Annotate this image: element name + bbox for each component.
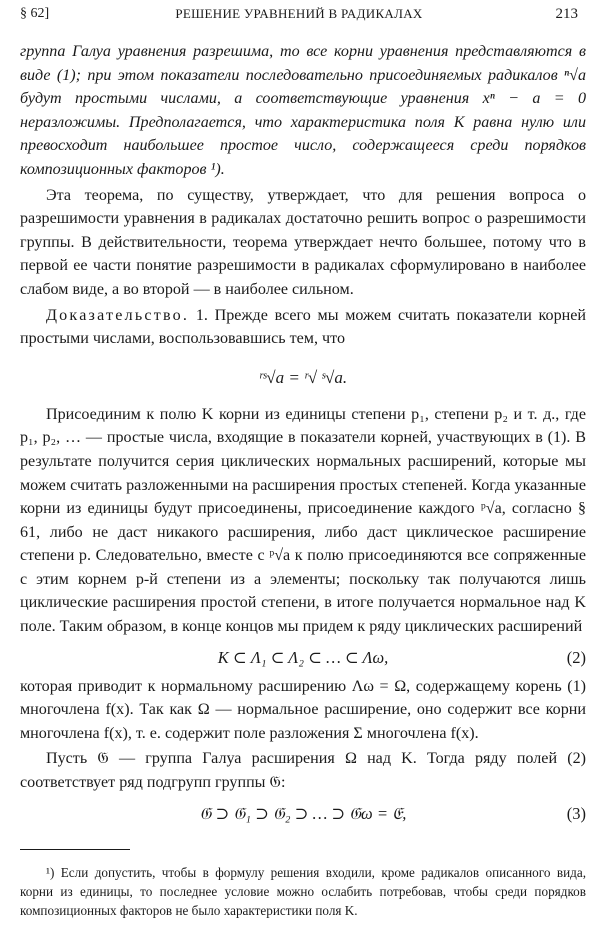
chapter-title: РЕШЕНИЕ УРАВНЕНИЙ В РАДИКАЛАХ [175,6,423,21]
normal-extension-paragraph: которая приводит к нормальному расширению Λω = Ω, содержащему корень (1) многочлена f(x). Так как Ω — нормальное расширение, оно содержит все корни многочлена f(x), т. е. содержит поле разложения Σ многочлена f(x). [20,677,586,742]
proof-paragraph [20,304,586,351]
subgroup-chain: 𝔊 ⊃ 𝔊₁ ⊃ 𝔊₂ ⊃ … ⊃ 𝔊ω = 𝔈, [199,803,407,823]
theorem-continuation: группа Галуа уравнения разрешима, то все корни уравнения представляются в виде (1); при этом показатели последовательно присоединяемых радикалов ⁿ√a будут простыми числами, а соответствующие уравнения xⁿ − a = 0 неразложимы. Предполагается, что характеристика поля K равна нулю или превосходит наибольшее простое число, содержащееся среди порядков композиционных факторов ¹). [20,43,586,178]
equation-2 [20,641,586,675]
galois-paragraph: Пусть 𝔊 — группа Галуа расширения Ω над K. Тогда ряду полей (2) соответствует ряд подгрупп группы 𝔊: [20,750,586,792]
equation-2-number: (2) [566,647,586,667]
page-number: 213 [555,6,578,22]
radical-identity: ʳˢ√a = ʳ√ ˢ√a. [258,367,348,387]
main-text [20,40,586,933]
theorem-remark: Эта теорема, по существу, утверждает, что для решения вопроса о разрешимости уравнения в радикалах достаточно решить вопрос о разрешимости группы. В действительности, теорема утверждает нечто большее, потому что в первой ее части понятие разрешимости в радикалах сформулировано в наиболее слабом виде, а во второй — в наиболее сильном. [20,186,586,298]
running-header [20,6,578,26]
footnote: ¹) Если допустить, чтобы в формулу решения входили, кроме радикалов описанного вида, корни из единицы, то последнее условие можно ослабить потребовав, чтобы среди порядков композиционных факторов не было характеристики поля K. [20,864,586,918]
equation-3-number: (3) [566,803,586,823]
proof-label: Доказательство. [46,306,190,324]
footnote-rule [20,849,130,850]
section-marker: § 62] [20,6,50,21]
adjoin-paragraph: Присоединим к полю K корни из единицы степени p₁, степени p₂ и т. д., где p₁, p₂, … — простые числа, входящие в показатели корней, участвующих в (1). В результате получится серия циклических нормальных расширений, которые мы можем считать разложенными на расширения простых степеней. Когда указанные корни из единицы будут присоединены, присоединение каждого ᵖ√a, согласно § 61, либо не даст никакого расширения, либо даст циклическое расширение степени p. Следовательно, вместе с ᵖ√a к полю присоединяются все сопряженные с этим корнем p-й степени из a элементы; поскольку так получаются лишь циклические расширения простой степени, в итоге получается нормальное над K поле. Таким образом, в конце концов мы придем к ряду циклических расширений [20,405,586,636]
equation-3 [20,797,586,831]
proof-start: 1. Прежде всего мы можем считать показатели корней простыми числами, воспользовавшись тем, что [20,306,586,348]
field-chain: K ⊂ Λ₁ ⊂ Λ₂ ⊂ … ⊂ Λω, [217,647,389,667]
